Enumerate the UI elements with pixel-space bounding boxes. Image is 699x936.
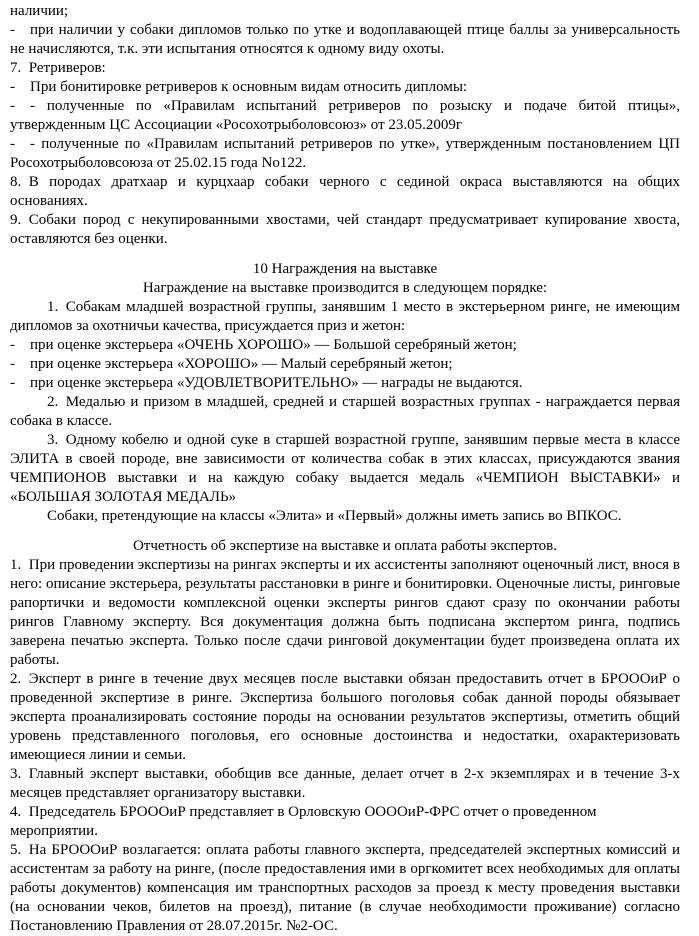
paragraph: 8. В породах дратхаар и курцхаар собаки черного с сединой окраса выставляются на общих основаниях. (10, 174, 684, 209)
paragraph: - при оценке экстерьера «УДОВЛЕТВОРИТЕЛЬНО» — награды не выдаются. (10, 375, 523, 391)
paragraph: - при оценке экстерьера «ХОРОШО» — Малый серебряный жетон; (10, 356, 453, 372)
paragraph: 3. Главный эксперт выставки, обобщив все данные, делает отчет в 2-х экземплярах и в течение 3-х месяцев представляет организатору выставки. (10, 766, 684, 801)
paragraph: Собаки, претендующие на классы «Элита» и «Первый» должны иметь запись во ВПКОС. (47, 508, 622, 524)
paragraph: - При бонитировке ретриверов к основным видам относить дипломы: (10, 79, 468, 95)
paragraph: - - полученные по «Правилам испытаний ретриверов по утке», утвержденным постановлением ЦП Росохотрыболовсоюза от 25.02.15 года No122. (10, 136, 684, 171)
paragraph: 5. На БРОООиР возлагается: оплата работы главного эксперта, председателей экспертных комиссий и ассистентам за работу на ринге, (после предоставления ими в оргкомитет всех необходимых для оплаты работы документов) компенсация им транспортных расходов за проезд к месту проведения выставки (на основании чеков, билетов на проезд), питание (в случае необходимости проживание) согласно Постановлению Правления от 28.07.2015г. №2-ОС. (10, 842, 684, 934)
paragraph: 9. Собаки пород с некупированными хвостами, чей стандарт предусматривает купирование хвоста, оставляются без оценки. (10, 212, 684, 247)
paragraph: 7. Ретриверов: (10, 60, 106, 76)
paragraph: - при наличии у собаки дипломов только по утке и водоплавающей птице баллы за универсальность не начисляются, т.к. эти испытания относятся к одному виду охоты. (10, 22, 684, 57)
paragraph: - - полученные по «Правилам испытаний ретриверов по розыску и подаче битой птицы», утвержденным ЦС Ассоциации «Росохотрыболовсоюз» от 23.05.2009г (10, 98, 684, 133)
paragraph: 3. Одному кобелю и одной суке в старшей возрастной группе, занявшим первые места в классе ЭЛИТА в своей породе, вне зависимости от количества собак в этих классах, присуждаются звания ЧЕМПИОНОВ выставки и на каждую собаку выдается медаль «ЧЕМПИОН ВЫСТАВКИ» и «БОЛЬШАЯ ЗОЛОТАЯ МЕДАЛЬ» (10, 432, 684, 505)
section-heading: Награждение на выставке производится в следующем порядке: (142, 280, 548, 296)
paragraph: 2. Медалью и призом в младшей, средней и старшей возрастных группах - награждается первая собака в классе. (10, 394, 684, 429)
paragraph: наличии; (10, 3, 69, 19)
section-heading: 10 Награждения на выставке (252, 261, 438, 277)
section-heading: Отчетность об экспертизе на выставке и оплата работы экспертов. (132, 538, 558, 554)
paragraph: 4. Председатель БРОООиР представляет в Орловскую ООООиР-ФРС отчет о проведенном мероприятии. (10, 804, 597, 839)
paragraph: 2. Эксперт в ринге в течение двух месяцев после выставки обязан предоставить отчет в БРОООиР о проведенной экспертизе в ринге. Экспертиза большого поголовья собак данной породы обязывает эксперта проанализировать состояние породы на основании результатов экспертизы, отметить общий уровень представленного поголовья, его основные достоинства и недостатки, охарактеризовать имеющиеся линии и семьи. (10, 671, 684, 763)
paragraph: - при оценке экстерьера «ОЧЕНЬ ХОРОШО» — Большой серебряный жетон; (10, 337, 517, 353)
paragraph: 1. При проведении экспертизы на рингах эксперты и их ассистенты заполняют оценочный лист, внося в него: описание экстерьера, результаты расстановки в ринге и бонитировки. Оценочные листы, ринговые рапортички и ведомости комплексной оценки эксперты рингов сдают сразу по окончании работы рингов Главному эксперту. Вся документация должна быть подписана экспертом ринга, подпись заверена печатью эксперта. Только после сдачи ринговой документации будет произведена оплата их работы. (10, 557, 684, 668)
paragraph: 1. Собакам младшей возрастной группы, занявшим 1 место в экстерьерном ринге, не имеющим дипломов за охотничьи качества, присуждается приз и жетон: (10, 299, 684, 334)
